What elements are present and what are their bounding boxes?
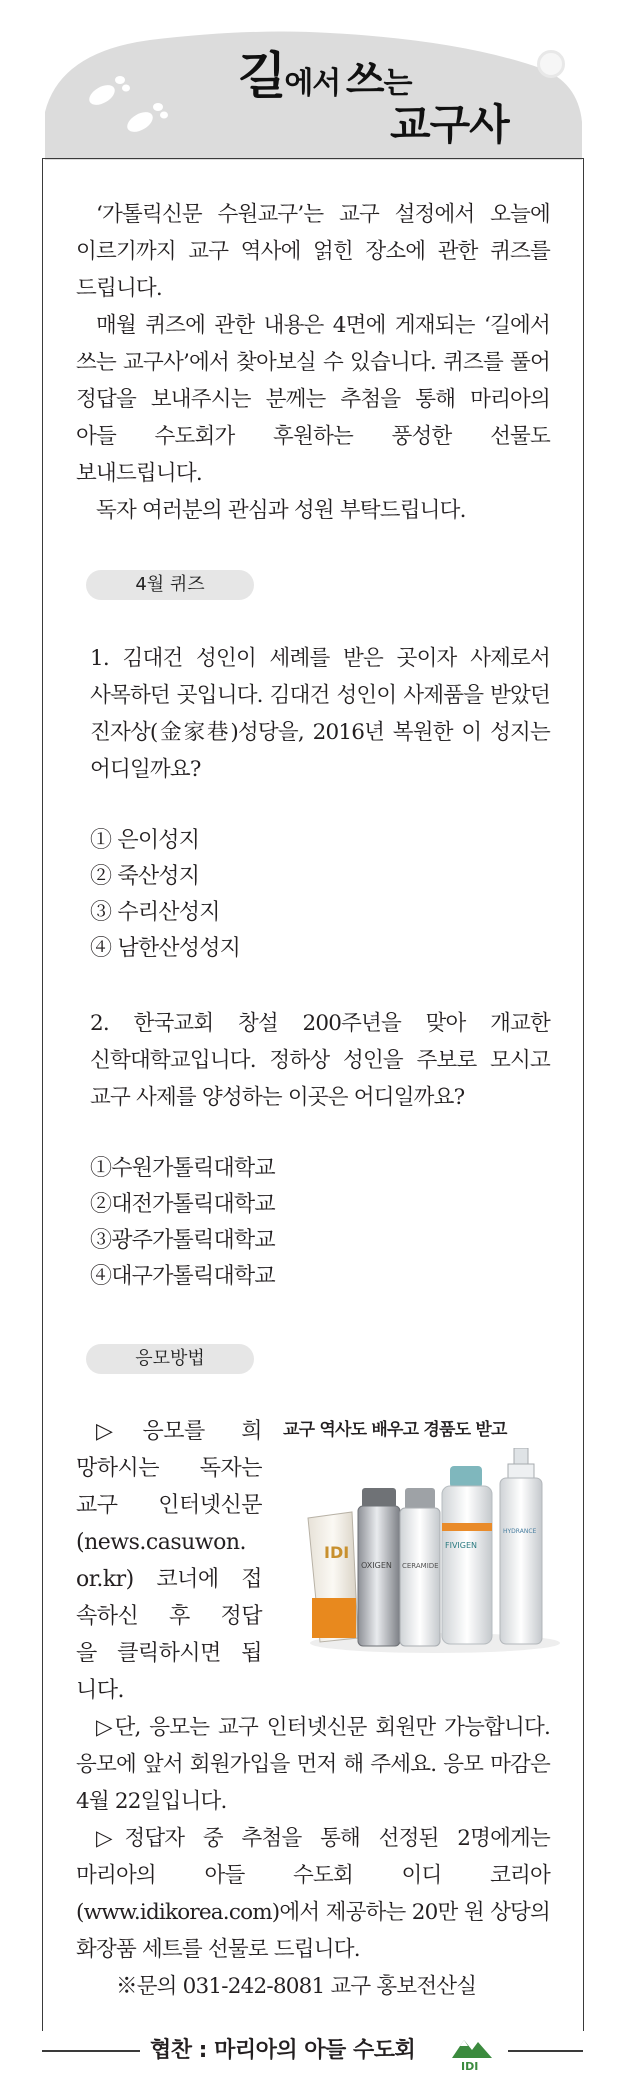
apply-line-2: 망하시는 독자는: [76, 1456, 262, 1481]
q1-option-1: ① 은이성지: [90, 828, 200, 853]
question-2: 2. 한국교회 창설 200주년을 맞아 개교한 신학대학교입니다. 정하상 성인을 주보로 모시고 교구 사제를 양성하는 이곳은 어디일까요?: [90, 1011, 550, 1110]
q2-option-3: ③광주가톨릭대학교: [90, 1228, 275, 1253]
apply-line-3: 교구 인터넷신문: [76, 1493, 262, 1518]
svg-text:FIVIGEN: FIVIGEN: [445, 1541, 478, 1550]
q1-option-4: ④ 남한산성성지: [90, 936, 241, 961]
intro-paragraph-1: ‘가톨릭신문 수원교구’는 교구 설정에서 오늘에 이르기까지 교구 역사에 얽힌 장소에 관한 퀴즈를 드립니다.: [76, 202, 550, 301]
intro-paragraph-2: 매월 퀴즈에 관한 내용은 4면에 게재되는 ‘길에서 쓰는 교구사’에서 찾아보실 수 있습니다. 퀴즈를 풀어 정답을 보내주시는 분께는 추첨을 통해 마리아의 아들 수도회가 후원하는 풍성한 선물도 보내드립니다.: [76, 313, 550, 486]
q1-option-3: ③ 수리산성지: [90, 900, 220, 925]
tube-product: [308, 1512, 358, 1642]
apply-line-5: or.kr) 코너에 접: [76, 1567, 262, 1592]
apply-paragraph-3: ▷정답자 중 추첨을 통해 선정된 2명에게는 마리아의 아들 수도회 이디 코리아(www.idikorea.com)에서 제공하는 20만 원 상당의 화장품 세트를 선물로 드립니다.: [76, 1826, 550, 1962]
quiz-heading-pill: 4월 퀴즈: [86, 570, 254, 600]
apply-paragraph-2: ▷단, 응모는 교구 인터넷신문 회원만 가능합니다. 응모에 앞서 회원가입을 먼저 해 주세요. 응모 마감은 4월 22일입니다.: [76, 1715, 550, 1814]
apply-line-6: 속하신 후 정답: [76, 1604, 262, 1629]
cosmetics-product-image: [300, 1448, 560, 1658]
header-title-line1: 길에서 쓰는: [238, 47, 412, 105]
product-caption: 교구 역사도 배우고 경품도 받고: [283, 1420, 507, 1440]
footer-sponsor: 협찬 : 마리아의 아들 수도회: [150, 2038, 416, 2063]
q1-option-2: ② 죽산성지: [90, 864, 200, 889]
header-title-line2: 교구사: [390, 100, 509, 149]
spray-bottle-product: [500, 1448, 542, 1644]
contact-info: ※문의 031-242-8081 교구 홍보전산실: [116, 1974, 477, 1999]
idi-logo-icon: [448, 2032, 496, 2072]
apply-line-1: ▷응모를 희: [96, 1419, 262, 1444]
q2-option-4: ④대구가톨릭대학교: [90, 1264, 275, 1289]
apply-line-8: 니다.: [76, 1678, 124, 1703]
apply-line-7: 을 클릭하시면 됩: [76, 1641, 262, 1666]
silver-bottle-product: [358, 1488, 400, 1646]
q2-option-1: ①수원가톨릭대학교: [90, 1156, 275, 1181]
q2-option-2: ②대전가톨릭대학교: [90, 1192, 275, 1217]
intro-paragraph-3: 독자 여러분의 관심과 성원 부탁드립니다.: [96, 498, 466, 523]
svg-text:IDI: IDI: [324, 1543, 350, 1562]
decorative-circle: [537, 50, 565, 78]
svg-text:HYDRANCE: HYDRANCE: [503, 1528, 537, 1535]
apply-line-4: (news.casuwon.: [76, 1530, 247, 1555]
svg-text:OXIGEN: OXIGEN: [361, 1561, 392, 1570]
header-banner: [0, 0, 625, 160]
question-1: 1. 김대건 성인이 세례를 받은 곳이자 사제로서 사목하던 곳입니다. 김대건 성인이 사제품을 받았던 진자상(金家巷)성당을, 2016년 복원한 이 성지는 어디일까요?: [90, 646, 550, 782]
large-bottle-product: [442, 1466, 492, 1644]
footer-rule-right: [508, 2050, 583, 2052]
svg-text:CERAMIDE: CERAMIDE: [402, 1562, 439, 1570]
footer-rule-left: [42, 2050, 140, 2052]
svg-text:IDI: IDI: [461, 2060, 479, 2072]
white-bottle-product: [400, 1488, 440, 1646]
apply-heading-pill: 응모방법: [86, 1344, 254, 1374]
